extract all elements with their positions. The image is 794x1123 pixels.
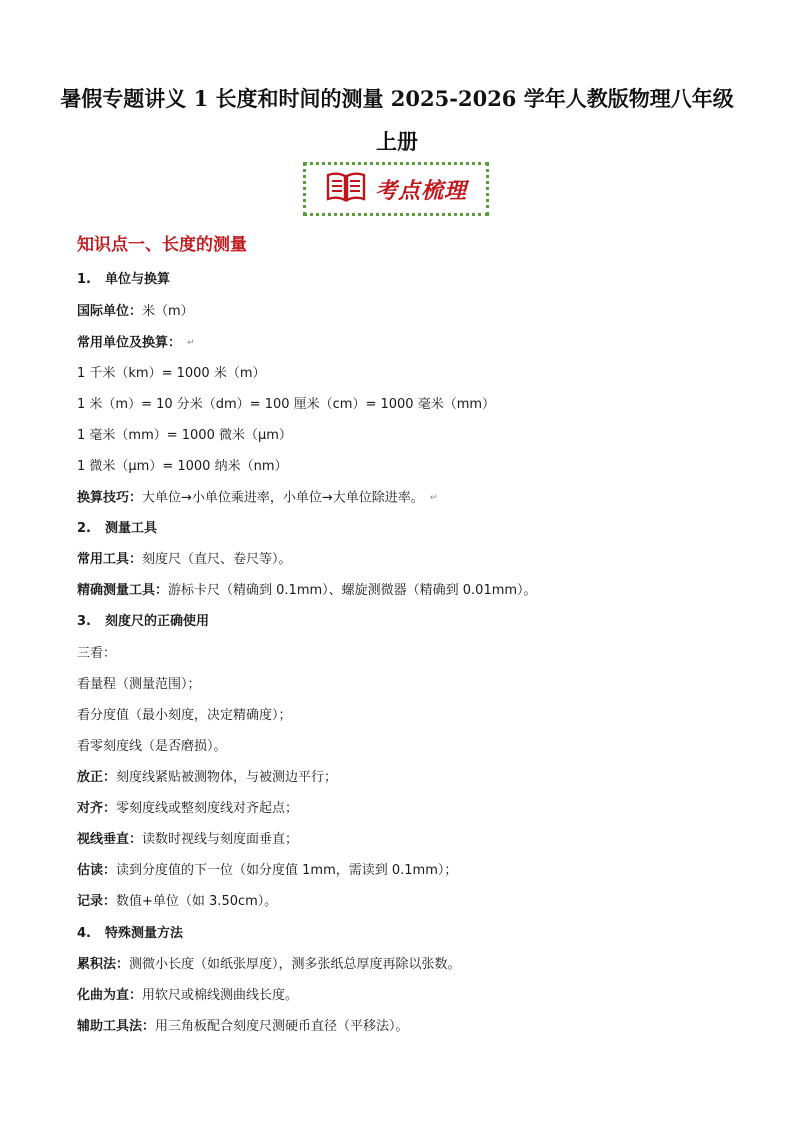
paragraph-record [77, 893, 277, 911]
label: 辅助工具法： [77, 1019, 156, 1034]
subheading-tools [77, 520, 157, 538]
text: 大单位→小单位乘进率，小单位→大单位除进率。 [142, 490, 424, 506]
label: 对齐： [77, 801, 117, 816]
subheading-number: 2. [77, 521, 91, 536]
return-mark-icon: ↵ [187, 338, 195, 348]
conversion-1: 1 千米（km）= 1000 米（m） [77, 366, 266, 381]
text: 零刻度线或整刻度线对齐起点； [116, 801, 299, 816]
paragraph-align [77, 800, 298, 818]
text: 读到分度值的下一位（如分度值 1mm，需读到 0.1mm）； [116, 863, 458, 878]
paragraph-precise-tools [77, 582, 537, 600]
label: 估读： [77, 863, 117, 878]
text: 数值+单位（如 3.50cm）。 [116, 894, 278, 909]
label: 国际单位： [77, 304, 143, 319]
paragraph-place [77, 769, 337, 787]
conversion-3: 1 毫米（mm）= 1000 微米（μm） [77, 428, 292, 443]
badge-label: 考点梳理 [374, 177, 467, 204]
text: 刻度线紧贴被测物体，与被测边平行； [116, 770, 338, 785]
three-look-heading: 三看： [77, 646, 117, 661]
text: 用软尺或棉线测曲线长度。 [142, 988, 299, 1003]
conversion-2: 1 米（m）= 10 分米（dm）= 100 厘米（cm）= 1000 毫米（mm） [77, 397, 496, 412]
text: 测微小长度（如纸张厚度），测多张纸总厚度再除以张数。 [129, 957, 461, 972]
label: 化曲为直： [77, 988, 143, 1003]
label: 精确测量工具： [77, 583, 169, 598]
return-mark-icon: ↵ [429, 493, 438, 503]
book-icon [325, 171, 367, 207]
paragraph-common-tools [77, 551, 292, 569]
subheading-special-methods [77, 925, 183, 943]
label: 记录： [77, 894, 117, 909]
paragraph-sight [77, 831, 298, 849]
paragraph-common-units [77, 334, 195, 353]
label: 放正： [77, 770, 117, 785]
subheading-ruler-use [77, 613, 209, 631]
subheading-text: 测量工具 [105, 521, 158, 536]
paragraph-estimate [77, 862, 457, 880]
paragraph-tip [77, 489, 437, 508]
look-range: 看量程（测量范围）； [77, 677, 201, 692]
subheading-text: 刻度尺的正确使用 [105, 614, 210, 629]
label: 视线垂直： [77, 832, 143, 847]
subheading-text: 单位与换算 [105, 272, 171, 287]
text: 读数时视线与刻度面垂直； [142, 832, 299, 847]
paragraph-curve [77, 987, 298, 1005]
section-heading: 知识点一、长度的测量 [77, 235, 247, 255]
look-division: 看分度值（最小刻度，决定精确度）； [77, 708, 292, 723]
paragraph-auxiliary [77, 1018, 409, 1036]
paragraph-accumulation [77, 956, 461, 974]
subheading-units [77, 271, 170, 289]
label: 累积法： [77, 957, 130, 972]
label: 常用单位及换算： [77, 335, 182, 351]
subheading-text: 特殊测量方法 [105, 926, 184, 941]
paragraph-intl-unit [77, 303, 194, 321]
text: 游标卡尺（精确到 0.1mm）、螺旋测微器（精确到 0.01mm）。 [168, 583, 537, 598]
conversion-4: 1 微米（μm）= 1000 纳米（nm） [77, 459, 288, 474]
text: 米（m） [142, 304, 194, 319]
label: 常用工具： [77, 552, 143, 567]
text: 用三角板配合刻度尺测硬币直径（平移法）。 [155, 1019, 409, 1034]
subheading-number: 3. [77, 614, 91, 629]
text: 刻度尺（直尺、卷尺等）。 [142, 552, 292, 567]
document-title-line1: 暑假专题讲义 1 长度和时间的测量 2025-2026 学年人教版物理八年级 [60, 86, 734, 111]
subheading-number: 1. [77, 272, 91, 287]
section-badge [303, 162, 489, 216]
look-zero-line: 看零刻度线（是否磨损）。 [77, 739, 227, 754]
label: 换算技巧： [77, 490, 143, 506]
subheading-number: 4. [77, 926, 91, 941]
document-title-line2: 上册 [376, 129, 418, 154]
